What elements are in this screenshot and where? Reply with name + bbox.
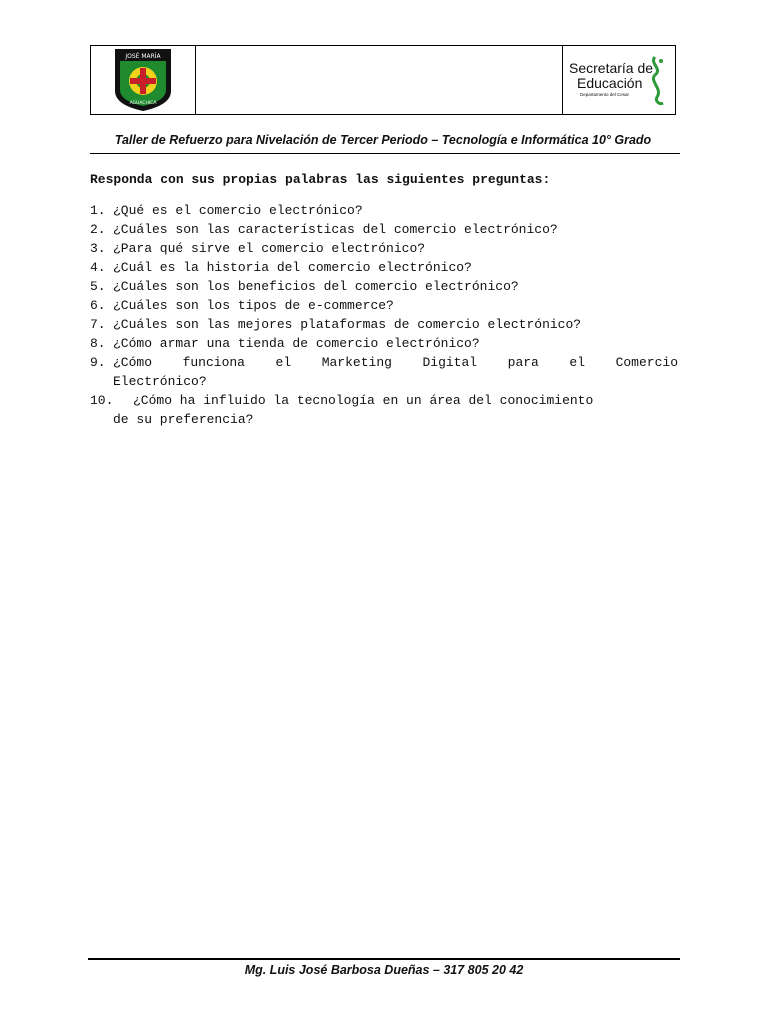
footer-divider [88, 958, 680, 960]
question-text: ¿Cómo funciona el Marketing Digital para el Comercio [113, 355, 678, 370]
instructions: Responda con sus propias palabras las siguientes preguntas: [90, 172, 551, 187]
list-item: 9. ¿Cómo funciona el Marketing Digital para el Comercio Electrónico? [90, 355, 678, 389]
question-list [90, 201, 678, 429]
header-empty-cell [196, 46, 562, 114]
question-text: ¿Qué es el comercio electrónico? [113, 203, 363, 218]
svg-text:Educación: Educación [577, 75, 643, 91]
svg-text:AGUACHICA: AGUACHICA [129, 101, 157, 106]
list-item: 6. ¿Cuáles son los tipos de e-commerce? [90, 296, 678, 315]
question-text-continued: de su preferencia? [113, 412, 254, 427]
list-item: 2. ¿Cuáles son las características del comercio electrónico? [90, 220, 678, 239]
question-text: ¿Cuáles son los beneficios del comercio electrónico? [113, 279, 519, 294]
question-text: ¿Cómo armar una tienda de comercio electrónico? [113, 336, 480, 351]
list-item: 3. ¿Para qué sirve el comercio electrónico? [90, 239, 678, 258]
svg-text:Departamento del Cesar: Departamento del Cesar [580, 92, 630, 97]
page-title: Taller de Refuerzo para Nivelación de Tercer Periodo – Tecnología e Informática 10° Grado [114, 133, 652, 147]
question-text: ¿Cuáles son los tipos de e-commerce? [113, 298, 394, 313]
question-text: ¿Cuáles son las características del comercio electrónico? [113, 222, 558, 237]
question-text: ¿Cómo ha influido la tecnología en un área del conocimiento [133, 393, 594, 408]
school-crest-logo [111, 47, 175, 113]
list-item: 5. ¿Cuáles son los beneficios del comercio electrónico? [90, 277, 678, 296]
header-table [90, 45, 676, 115]
secretaria-cell [562, 46, 675, 114]
question-text: ¿Para qué sirve el comercio electrónico? [113, 241, 426, 256]
question-text: ¿Cuáles son las mejores plataformas de comercio electrónico? [113, 317, 582, 332]
list-item: 8. ¿Cómo armar una tienda de comercio electrónico? [90, 334, 678, 353]
list-item: 7. ¿Cuáles son las mejores plataformas de comercio electrónico? [90, 315, 678, 334]
svg-text:Secretaría de: Secretaría de [569, 60, 654, 76]
header-divider [90, 153, 680, 154]
secretaria-logo [567, 51, 671, 109]
svg-text:JOSÉ MARÍA: JOSÉ MARÍA [125, 53, 161, 60]
list-item: 4. ¿Cuál es la historia del comercio electrónico? [90, 258, 678, 277]
list-item: 10. ¿Cómo ha influido la tecnología en un área del conocimiento de su preferencia? [90, 391, 678, 429]
question-text-continued: Electrónico? [113, 374, 207, 389]
school-crest-cell [91, 46, 196, 114]
list-item: 1. ¿Qué es el comercio electrónico? [90, 201, 678, 220]
question-text: ¿Cuál es la historia del comercio electrónico? [113, 260, 472, 275]
footer-text: Mg. Luis José Barbosa Dueñas – 317 805 20 42 [244, 963, 524, 977]
